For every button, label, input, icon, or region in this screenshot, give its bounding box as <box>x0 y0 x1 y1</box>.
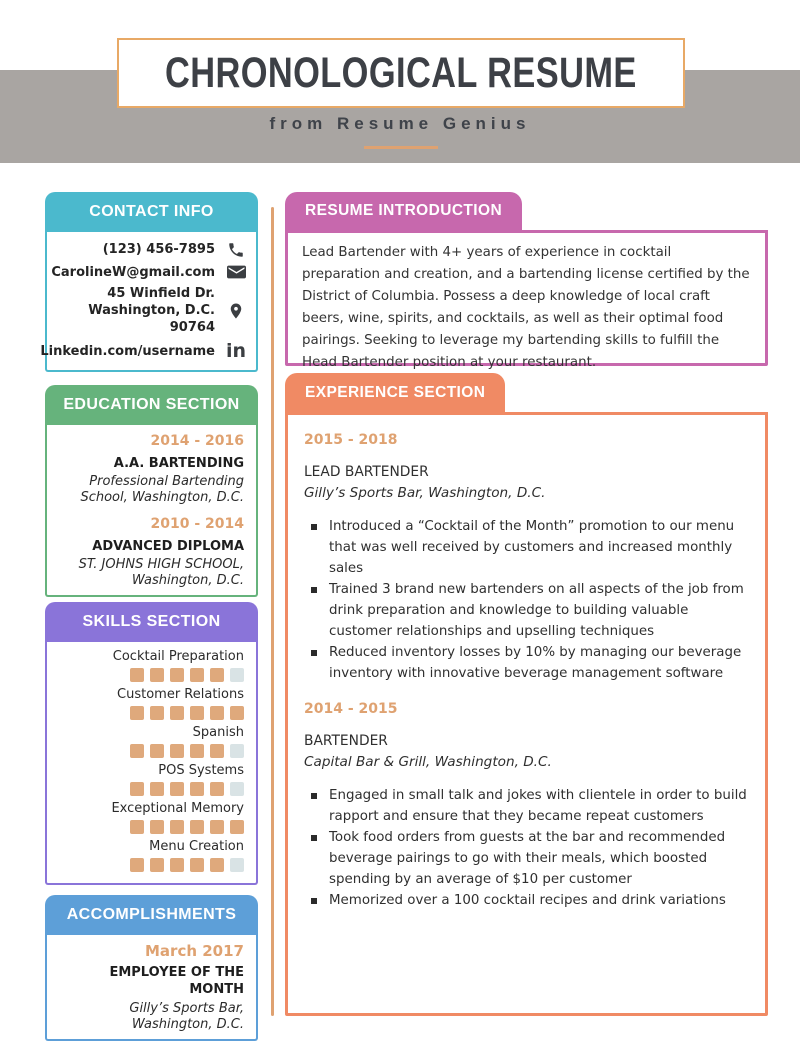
skill-label: Exceptional Memory <box>111 801 244 816</box>
introduction-text: Lead Bartender with 4+ years of experience in cocktail preparation and creation, and a bartending license certified by the District of Columbia. Possess a deep knowledge of local craft beers, wine, spirits, and cocktails, as well as their optimal food pairings. Seeking to leverage my bartending skills to fulfill the Head Bartender position at your restaurant. <box>302 245 750 370</box>
skill-filled-square <box>130 858 144 872</box>
skill-filled-square <box>170 706 184 720</box>
linkedin-icon: in <box>225 340 247 363</box>
contact-section <box>40 192 258 372</box>
skill-item <box>59 839 244 872</box>
experience-body <box>285 412 768 1016</box>
education-degree: A.A. BARTENDING <box>113 456 244 471</box>
contact-linkedin-row <box>40 340 248 363</box>
job-dates: 2014 - 2015 <box>304 701 398 717</box>
skill-filled-square <box>170 744 184 758</box>
skill-filled-square <box>230 706 244 720</box>
skills-section <box>45 602 258 877</box>
bullet-square-icon <box>311 793 317 799</box>
skill-rating <box>59 858 244 872</box>
contact-body <box>40 232 258 372</box>
job-company: Capital Bar & Grill, Washington, D.C. <box>304 754 552 770</box>
skill-rating <box>59 782 244 796</box>
bullet-text: Reduced inventory losses by 10% by managing our beverage inventory with innovative beverage management software <box>329 645 742 681</box>
experience-tab <box>285 373 505 412</box>
bullet-list <box>304 516 749 684</box>
bullet-text: Trained 3 brand new bartenders on all aspects of the job from drink preparation and knowledge to building valuable customer relationships and upselling techniques <box>329 582 744 639</box>
bullet-square-icon <box>311 650 317 656</box>
skill-filled-square <box>130 820 144 834</box>
skill-filled-square <box>170 858 184 872</box>
skill-filled-square <box>130 782 144 796</box>
skill-item <box>59 801 244 834</box>
education-school: Professional Bartending School, Washington, D.C. <box>80 474 244 505</box>
location-icon <box>224 300 248 322</box>
phone-icon <box>224 241 248 259</box>
skill-filled-square <box>190 668 204 682</box>
bullet-square-icon <box>311 898 317 904</box>
skill-label: Spanish <box>192 725 244 740</box>
skill-filled-square <box>210 744 224 758</box>
skills-body <box>45 642 258 885</box>
bullet-square-icon <box>311 587 317 593</box>
experience-section <box>285 373 768 1016</box>
contact-phone-row <box>57 241 248 259</box>
accomplishments-section <box>45 895 258 1032</box>
email-address: CarolineW@gmail.com <box>51 264 215 280</box>
skill-empty-square <box>230 668 244 682</box>
skill-rating <box>59 820 244 834</box>
skill-empty-square <box>230 744 244 758</box>
page-title: CHRONOLOGICAL RESUME <box>165 48 637 97</box>
skill-filled-square <box>190 820 204 834</box>
skill-item <box>59 649 244 682</box>
skill-label: Customer Relations <box>117 687 244 702</box>
skill-filled-square <box>210 706 224 720</box>
experience-bullet <box>304 890 749 911</box>
education-degree: ADVANCED DIPLOMA <box>92 539 244 554</box>
phone-number: (123) 456-7895 <box>102 242 215 258</box>
skill-filled-square <box>130 706 144 720</box>
skill-filled-square <box>150 668 164 682</box>
skill-item <box>59 687 244 720</box>
experience-bullet <box>304 785 749 827</box>
skill-rating <box>59 706 244 720</box>
education-header <box>45 385 258 425</box>
tagline: from Resume Genius <box>269 114 531 133</box>
experience-job <box>304 700 749 911</box>
skill-label: Menu Creation <box>149 839 244 854</box>
linkedin-handle: Linkedin.com/username <box>40 343 215 359</box>
column-divider <box>271 207 274 1016</box>
contact-title: CONTACT INFO <box>89 203 214 220</box>
job-role: LEAD BARTENDER <box>304 464 429 480</box>
accomplishment-award: EMPLOYEE OF THE MONTH <box>109 965 244 997</box>
skill-filled-square <box>150 858 164 872</box>
skill-filled-square <box>190 706 204 720</box>
skill-filled-square <box>170 668 184 682</box>
skills-header <box>45 602 258 642</box>
experience-bullet <box>304 642 749 684</box>
skill-item <box>59 725 244 758</box>
skill-filled-square <box>170 782 184 796</box>
introduction-title: RESUME INTRODUCTION <box>305 202 503 219</box>
skill-filled-square <box>130 744 144 758</box>
bullet-square-icon <box>311 524 317 530</box>
accomplishments-title: ACCOMPLISHMENTS <box>66 906 237 923</box>
experience-bullet <box>304 827 749 890</box>
address-line-2: Washington, D.C. 90764 <box>88 303 215 336</box>
education-title: EDUCATION SECTION <box>63 396 240 413</box>
skill-label: Cocktail Preparation <box>112 649 244 664</box>
job-company: Gilly’s Sports Bar, Washington, D.C. <box>304 485 546 501</box>
experience-job <box>304 431 749 684</box>
mail-icon <box>224 264 248 280</box>
job-dates: 2015 - 2018 <box>304 432 398 448</box>
skill-filled-square <box>150 744 164 758</box>
education-dates: 2010 - 2014 <box>150 516 244 532</box>
experience-bullet <box>304 579 749 642</box>
skill-filled-square <box>210 858 224 872</box>
address-line-1: 45 Winfield Dr. <box>107 286 215 302</box>
accomplishments-body <box>45 935 258 1041</box>
experience-title: EXPERIENCE SECTION <box>305 383 486 401</box>
skill-filled-square <box>150 706 164 720</box>
skill-filled-square <box>210 820 224 834</box>
skill-empty-square <box>230 782 244 796</box>
skill-filled-square <box>150 820 164 834</box>
skill-rating <box>59 744 244 758</box>
education-entry <box>59 433 244 506</box>
education-dates: 2014 - 2016 <box>150 433 244 449</box>
skill-rating <box>59 668 244 682</box>
bullet-square-icon <box>311 835 317 841</box>
skill-filled-square <box>210 782 224 796</box>
tagline-underline <box>364 146 438 149</box>
contact-address-row <box>57 285 248 336</box>
job-role: BARTENDER <box>304 733 388 749</box>
bullet-text: Engaged in small talk and jokes with clientele in order to build rapport and ensure that they became repeat customers <box>329 788 747 824</box>
accomplishment-org: Gilly’s Sports Bar, Washington, D.C. <box>129 1001 244 1032</box>
introduction-section <box>285 192 768 370</box>
introduction-body <box>285 230 768 370</box>
skill-filled-square <box>190 744 204 758</box>
bullet-list <box>304 785 749 911</box>
contact-header <box>45 192 258 232</box>
skill-filled-square <box>150 782 164 796</box>
education-school: ST. JOHNS HIGH SCHOOL, Washington, D.C. <box>78 557 244 588</box>
bullet-text: Memorized over a 100 cocktail recipes and drink variations <box>329 893 726 908</box>
skills-title: SKILLS SECTION <box>82 613 221 630</box>
skill-empty-square <box>230 858 244 872</box>
skill-filled-square <box>210 668 224 682</box>
education-entry <box>59 516 244 589</box>
introduction-tab <box>285 192 522 230</box>
skill-filled-square <box>190 858 204 872</box>
education-section <box>45 385 258 592</box>
title-box <box>117 38 685 108</box>
bullet-text: Took food orders from guests at the bar and recommended beverage pairings to go with their meals, which boosted spending by an average of $10 per customer <box>329 830 726 887</box>
skill-filled-square <box>190 782 204 796</box>
experience-bullet <box>304 516 749 579</box>
skill-filled-square <box>230 820 244 834</box>
education-body <box>45 425 258 597</box>
skill-filled-square <box>170 820 184 834</box>
accomplishment-date: March 2017 <box>145 942 244 960</box>
accomplishments-header <box>45 895 258 935</box>
mailing-address <box>57 285 215 336</box>
skill-item <box>59 763 244 796</box>
contact-email-row <box>51 264 248 281</box>
bullet-text: Introduced a “Cocktail of the Month” promotion to our menu that was well received by customers and increased monthly sales <box>329 519 735 576</box>
skill-label: POS Systems <box>158 763 244 778</box>
skill-filled-square <box>130 668 144 682</box>
